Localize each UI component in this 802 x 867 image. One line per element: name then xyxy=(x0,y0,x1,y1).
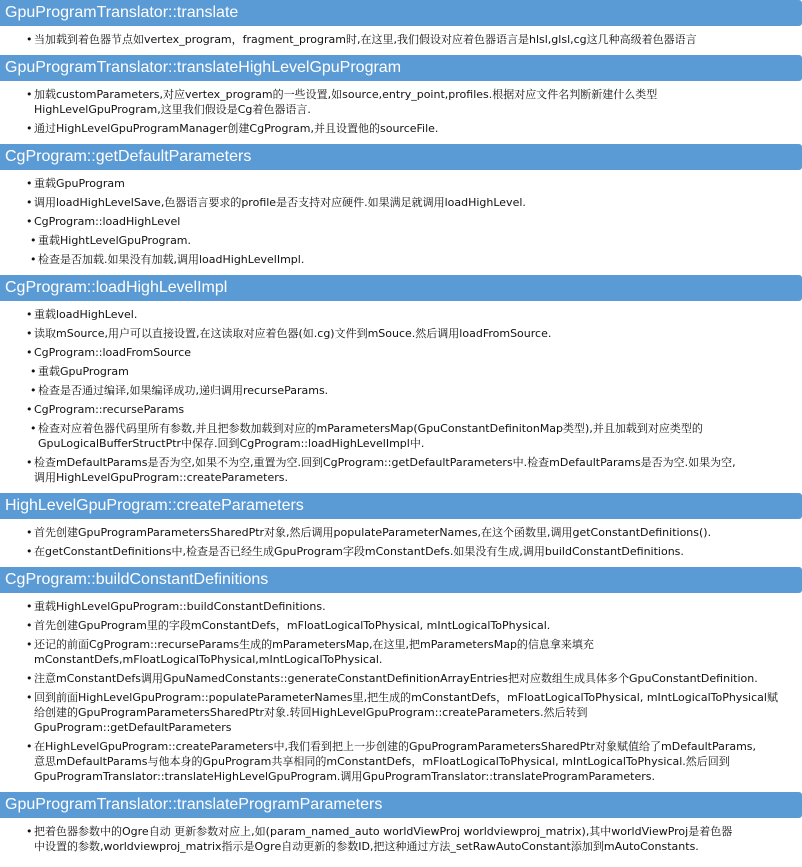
list-item-text: 重载HighLevelGpuProgram::buildConstantDefinitions. xyxy=(34,600,326,613)
section xyxy=(0,144,802,275)
section-title: CgProgram::getDefaultParameters xyxy=(0,144,802,170)
list-item xyxy=(30,383,796,398)
list-item xyxy=(26,87,796,117)
list-item xyxy=(30,233,796,248)
list-item-text: 检查是否通过编译,如果编译成功,递归调用recurseParams. xyxy=(38,384,329,397)
list-item-text: 回到前面HighLevelGpuProgram::populateParameterNames里,把生成的mConstantDefs，mFloatLogicalToPhysical, mIntLogicalToPhysical赋 给创建的GpuProgramParametersSharedPtr对象.转回HighLevelGpuProgram::createParameters.然后转到 GpuProgram::getDefaultParameters xyxy=(34,691,778,734)
list-item xyxy=(30,421,796,451)
list-item-text: 重载loadHighLevel. xyxy=(34,308,138,321)
list-item xyxy=(26,307,796,322)
list-item-text: 重载GpuProgram xyxy=(34,177,125,190)
section xyxy=(0,55,802,144)
list-item-text: CgProgram::recurseParams xyxy=(34,403,185,416)
bullet-icon: • xyxy=(26,456,33,469)
list-item xyxy=(26,525,796,540)
bullet-icon: • xyxy=(26,825,33,838)
list-item xyxy=(26,544,796,559)
section-title: CgProgram::buildConstantDefinitions xyxy=(0,567,802,593)
list-item-text: 把着色器参数中的Ogre自动 更新参数对应上,如(param_named_auto worldViewProj worldviewproj_matrix),其中worldViewProj是着色器 中设置的参数,worldviewproj_matrix指示是Ogre自动更新的参数ID,把这种通过方法_setRawAutoConstant添加到mAutoConstants. xyxy=(34,825,733,853)
bullet-list xyxy=(0,170,802,275)
list-item xyxy=(26,455,796,485)
section-title: CgProgram::loadHighLevelImpl xyxy=(0,275,802,301)
list-item xyxy=(26,739,796,784)
bullet-icon: • xyxy=(30,422,37,435)
bullet-list xyxy=(0,519,802,567)
section xyxy=(0,493,802,567)
bullet-icon: • xyxy=(26,346,33,359)
list-item xyxy=(26,121,796,136)
list-item xyxy=(26,599,796,614)
bullet-icon: • xyxy=(30,234,37,247)
bullet-icon: • xyxy=(26,122,33,135)
list-item xyxy=(26,345,796,360)
bullet-icon: • xyxy=(26,619,33,632)
bullet-icon: • xyxy=(26,545,33,558)
bullet-icon: • xyxy=(30,365,37,378)
list-item-text: 在getConstantDefinitions中,检查是否已经生成GpuProgram字段mConstantDefs.如果没有生成,调用buildConstantDefinitions. xyxy=(34,545,684,558)
list-item xyxy=(26,176,796,191)
list-item-text: 通过HighLevelGpuProgramManager创建CgProgram,并且设置他的sourceFile. xyxy=(34,122,439,135)
bullet-icon: • xyxy=(26,308,33,321)
section xyxy=(0,275,802,493)
bullet-icon: • xyxy=(26,88,33,101)
list-item xyxy=(26,326,796,341)
bullet-list xyxy=(0,26,802,55)
section xyxy=(0,567,802,792)
list-item-text: 首先创建GpuProgramParametersSharedPtr对象,然后调用populateParameterNames,在这个函数里,调用getConstantDefinitions(). xyxy=(34,526,712,539)
bullet-icon: • xyxy=(26,600,33,613)
list-item-text: 当加载到着色器节点如vertex_program，fragment_program时,在这里,我们假设对应着色器语言是hlsl,glsl,cg这几种高级着色器语言 xyxy=(34,33,697,46)
bullet-icon: • xyxy=(26,403,33,416)
bullet-icon: • xyxy=(30,384,37,397)
list-item xyxy=(26,214,796,229)
bullet-icon: • xyxy=(26,196,33,209)
list-item-text: 加载customParameters,对应vertex_program的一些设置,如source,entry_point,profiles.根据对应文件名判断新建什么类型 HighLevelGpuProgram,这里我们假设是Cg着色器语言. xyxy=(34,88,658,116)
list-item-text: 首先创建GpuProgram里的字段mConstantDefs，mFloatLogicalToPhysical, mIntLogicalToPhysical. xyxy=(34,619,551,632)
section-title: GpuProgramTranslator::translateProgramParameters xyxy=(0,792,802,818)
bullet-icon: • xyxy=(26,638,33,651)
list-item xyxy=(26,690,796,735)
list-item-text: 重载HightLevelGpuProgram. xyxy=(38,234,192,247)
list-item xyxy=(26,402,796,417)
list-item xyxy=(26,195,796,210)
list-item-text: 检查mDefaultParams是否为空,如果不为空,重置为空.回到CgProgram::getDefaultParameters中.检查mDefaultParams是否为空.如果为空, 调用HighLevelGpuProgram::createParameters. xyxy=(34,456,736,484)
bullet-list xyxy=(0,818,802,862)
list-item-text: 还记的前面CgProgram::recurseParams生成的mParametersMap,在这里,把mParametersMap的信息拿来填充 mConstantDefs,mFloatLogicalToPhysical,mIntLogicalToPhysical. xyxy=(34,638,594,666)
bullet-icon: • xyxy=(26,526,33,539)
list-item xyxy=(26,637,796,667)
list-item xyxy=(30,252,796,267)
bullet-icon: • xyxy=(26,327,33,340)
bullet-icon: • xyxy=(26,33,33,46)
list-item-text: 注意mConstantDefs调用GpuNamedConstants::generateConstantDefinitionArrayEntries把对应数组生成具体多个GpuConstantDefinition. xyxy=(34,672,758,685)
list-item-text: 调用loadHighLevelSave,色器语言要求的profile是否支持对应硬件.如果满足就调用loadHighLevel. xyxy=(34,196,526,209)
bullet-list xyxy=(0,593,802,792)
bullet-icon: • xyxy=(26,177,33,190)
list-item-text: 重载GpuProgram xyxy=(38,365,129,378)
bullet-list xyxy=(0,301,802,493)
list-item xyxy=(26,671,796,686)
bullet-icon: • xyxy=(26,215,33,228)
section xyxy=(0,792,802,862)
list-item-text: CgProgram::loadFromSource xyxy=(34,346,192,359)
bullet-icon: • xyxy=(30,253,37,266)
list-item-text: 读取mSource,用户可以直接设置,在这读取对应着色器(如.cg)文件到mSouce.然后调用loadFromSource. xyxy=(34,327,552,340)
list-item-text: CgProgram::loadHighLevel xyxy=(34,215,181,228)
section-title: GpuProgramTranslator::translate xyxy=(0,0,802,26)
list-item xyxy=(30,364,796,379)
bullet-icon: • xyxy=(26,691,33,704)
section-title: GpuProgramTranslator::translateHighLevelGpuProgram xyxy=(0,55,802,81)
list-item xyxy=(26,618,796,633)
bullet-icon: • xyxy=(26,740,33,753)
list-item-text: 在HighLevelGpuProgram::createParameters中,我们看到把上一步创建的GpuProgramParametersSharedPtr对象赋值给了mDefaultParams, 意思mDefaultParams与他本身的GpuProgram共享相同的mConstantDefs，mFloatLogicalToPhysical, mIntLogicalToPhysical.然后回到 GpuProgramTranslator::translateHighLevelGpuProgram.调用GpuProgramTranslator::translateProgramParameters. xyxy=(34,740,757,783)
bullet-list xyxy=(0,81,802,144)
list-item xyxy=(26,824,796,854)
section xyxy=(0,0,802,55)
section-title: HighLevelGpuProgram::createParameters xyxy=(0,493,802,519)
list-item-text: 检查是否加载.如果没有加载,调用loadHighLevelImpl. xyxy=(38,253,305,266)
list-item-text: 检查对应着色器代码里所有参数,并且把参数加载到对应的mParametersMap(GpuConstantDefinitonMap类型),并且加载到对应类型的 GpuLogicalBufferStructPtr中保存.回到CgProgram::loadHighLevelImpl中. xyxy=(38,422,703,450)
list-item xyxy=(26,32,796,47)
bullet-icon: • xyxy=(26,672,33,685)
